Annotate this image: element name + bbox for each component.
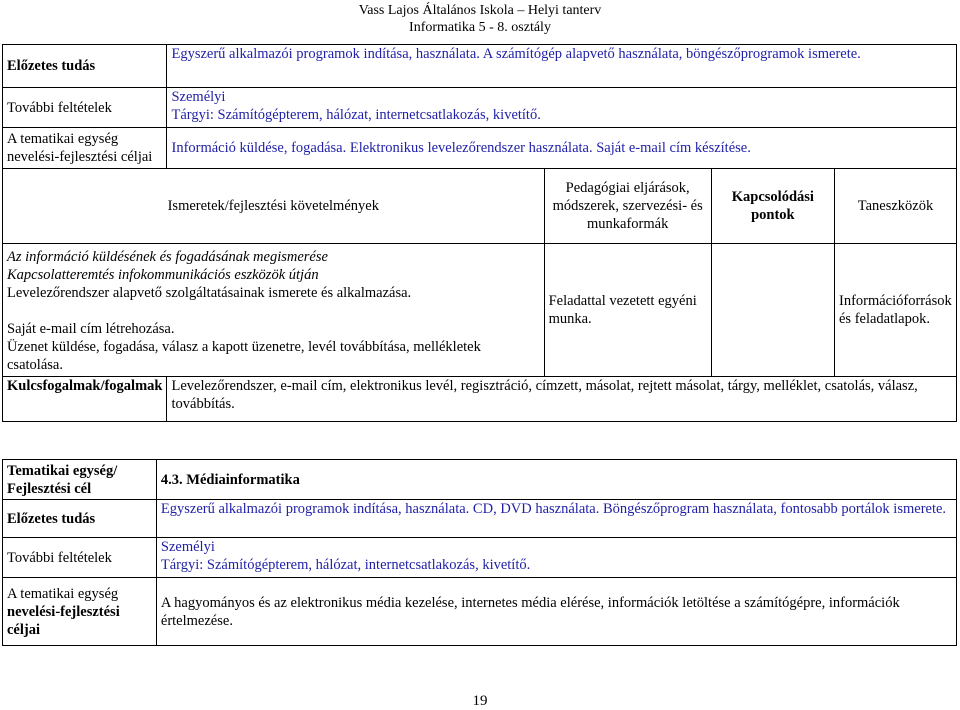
kulcsfogalmak-label: Kulcsfogalmak/fogalmak bbox=[3, 377, 167, 422]
kapcsolodasi-content bbox=[711, 244, 834, 377]
tematikai-label: Tematikai egység/ Fejlesztési cél bbox=[3, 460, 157, 500]
tematikai-text: 4.3. Médiainformatika bbox=[156, 460, 956, 500]
pedagogiai-content: Feladattal vezetett egyéni munka. bbox=[544, 244, 711, 377]
tovabbi-label: További feltételek bbox=[3, 88, 167, 128]
celjai-label: A tematikai egység nevelési-fejlesztési céljai bbox=[3, 128, 167, 169]
page-number: 19 bbox=[472, 693, 488, 709]
ismeretek-content: Az információ küldésének és fogadásának megismerése Kapcsolatteremtés infokommunikációs eszközök útján Levelezőrendszer alapvető szolgáltatásainak ismerete és alkalmazása. Saját e-mail cím létrehozása. Üzenet küldése, fogadása, válasz a kapott üzenetre, levél továbbítása, mellékletek csatolása. bbox=[3, 244, 545, 377]
tovabbi-text: Személyi Tárgyi: Számítógépterem, hálózat, internetcsatlakozás, kivetítő. bbox=[167, 88, 957, 128]
table-topic-email bbox=[2, 44, 957, 422]
tovabbi-text-2: Személyi Tárgyi: Számítógépterem, hálózat, internetcsatlakozás, kivetítő. bbox=[156, 538, 956, 578]
header-subject: Informatika 5 - 8. osztály bbox=[409, 20, 551, 35]
taneszkoz-content: Információforrások és feladatlapok. bbox=[834, 244, 956, 377]
celjai-text-2: A hagyományos és az elektronikus média kezelése, internetes média elérése, információk letöltése a számítógépre, információk értelmezése. bbox=[156, 578, 956, 646]
elozetes-label-2: Előzetes tudás bbox=[3, 500, 157, 538]
elozetes-text-2: Egyszerű alkalmazói programok indítása, használata. CD, DVD használata. Böngészőprogram használata, fontosabb portálok ismerete. bbox=[156, 500, 956, 538]
table-topic-media bbox=[2, 459, 957, 646]
kulcsfogalmak-text: Levelezőrendszer, e-mail cím, elektronikus levél, regisztráció, címzett, másolat, rejtett másolat, tárgy, melléklet, csatolás, válasz, továbbítás. bbox=[167, 377, 957, 422]
header-school: Vass Lajos Általános Iskola – Helyi tanterv bbox=[358, 3, 602, 18]
elozetes-text: Egyszerű alkalmazói programok indítása, használata. A számítógép alapvető használata, böngészőprogramok ismerete. bbox=[167, 45, 957, 88]
col-header-pedagogiai: Pedagógiai eljárások, módszerek, szervezési- és munkaformák bbox=[544, 169, 711, 244]
celjai-text: Információ küldése, fogadása. Elektronikus levelezőrendszer használata. Saját e-mail cím készítése. bbox=[167, 128, 957, 169]
elozetes-label: Előzetes tudás bbox=[3, 45, 167, 88]
celjai-label-2: A tematikai egység nevelési-fejlesztési céljai bbox=[3, 578, 157, 646]
tovabbi-label-2: További feltételek bbox=[3, 538, 157, 578]
col-header-kapcsolodasi: Kapcsolódási pontok bbox=[711, 169, 834, 244]
col-header-taneszkozok: Taneszközök bbox=[834, 169, 956, 244]
col-header-ismeretek: Ismeretek/fejlesztési követelmények bbox=[3, 169, 545, 244]
